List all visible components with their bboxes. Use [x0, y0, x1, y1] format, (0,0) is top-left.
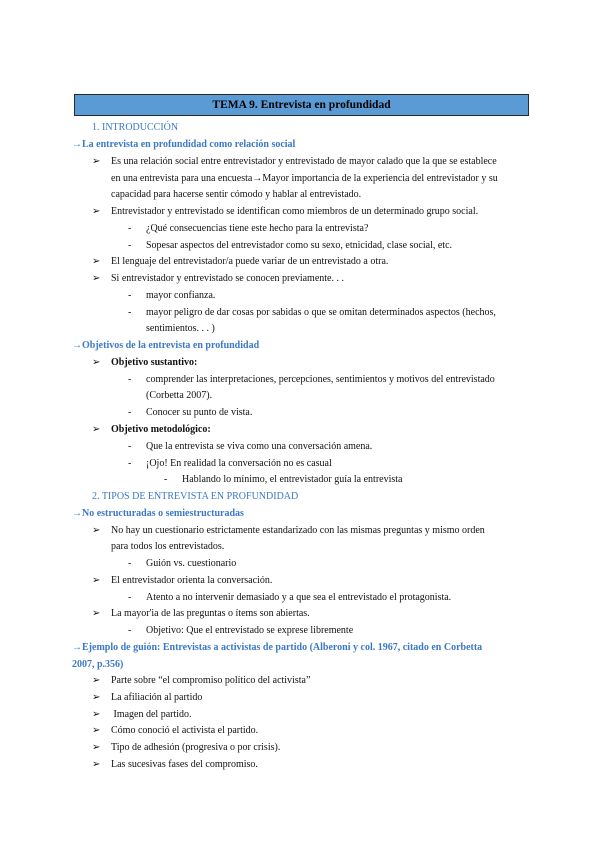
text-line: mayor confianza. [146, 290, 216, 301]
text-line: El lenguaje del entrevistador/a puede variar de un entrevistado a otra. [111, 256, 389, 267]
dash-icon: - [128, 240, 132, 251]
subheading-no-estructuradas: →No estructuradas o semiestructuradas [72, 508, 244, 519]
bullet-icon: ➢ [92, 759, 101, 770]
text-line: La mayor'ia de las preguntas o ítems son abiertas. [111, 608, 310, 619]
subheading-relacion-social: →La entrevista en profundidad como relación social [72, 139, 296, 150]
dash-icon: - [128, 458, 132, 469]
page-title: TEMA 9. Entrevista en profundidad [212, 99, 391, 111]
bullet-icon: ➢ [92, 156, 101, 167]
dash-icon: - [128, 307, 132, 318]
dash-icon: - [128, 441, 132, 452]
bullet-icon: ➢ [92, 273, 101, 284]
bullet-icon: ➢ [92, 709, 101, 720]
list-item: Cómo conoció el activista el partido. [111, 725, 259, 736]
dash-icon: - [128, 290, 132, 301]
section-heading-introduccion: 1. INTRODUCCIÓN [92, 122, 179, 133]
bullet-icon: ➢ [92, 742, 101, 753]
bullet-icon: ➢ [92, 357, 101, 368]
dash-icon: - [128, 374, 132, 385]
text-line: No hay un cuestionario estrictamente estandarizado con las mismas preguntas y mismo orden [111, 525, 485, 536]
text-line: Hablando lo mínimo, el entrevistador guía la entrevista [182, 474, 403, 485]
text-line: ¡Ojo! En realidad la conversación no es casual [146, 458, 332, 469]
text-line: en una entrevista para una encuesta→Mayor importancia de la experiencia del entrevistador y su [111, 173, 498, 184]
text-line: Si entrevistador y entrevistado se conocen previamente. . . [111, 273, 344, 284]
bullet-icon: ➢ [92, 692, 101, 703]
list-item: Parte sobre “el compromiso político del activista” [111, 675, 311, 686]
text-line: (Corbetta 2007). [146, 390, 213, 401]
text-line: mayor peligro de dar cosas por sabidas o que se omitan determinados aspectos (hechos, [146, 307, 496, 318]
dash-icon: - [164, 474, 168, 485]
dash-icon: - [128, 223, 132, 234]
text-line: Objetivo: Que el entrevistado se exprese libremente [146, 625, 354, 636]
subheading-ejemplo-guion-cont: 2007, p.356) [72, 659, 124, 670]
text-line: Entrevistador y entrevistado se identifican como miembros de un determinado grupo social. [111, 206, 479, 217]
text-line: sentimientos. . . ) [146, 323, 215, 334]
bullet-icon: ➢ [92, 725, 101, 736]
text-line: Que la entrevista se viva como una conversación amena. [146, 441, 373, 452]
text-line: Conocer su punto de vista. [146, 407, 253, 418]
list-item: La afiliación al partido [111, 692, 203, 703]
dash-icon: - [128, 592, 132, 603]
text-line: para todos los entrevistados. [111, 541, 225, 552]
title-box [74, 94, 529, 116]
bullet-icon: ➢ [92, 575, 101, 586]
objetivo-sustantivo-label: Objetivo sustantivo: [111, 357, 198, 368]
bullet-icon: ➢ [92, 256, 101, 267]
objetivo-metodologico-label: Objetivo metodológico: [111, 424, 211, 435]
text-line: Atento a no intervenir demasiado y a que sea el entrevistado el protagonista. [146, 592, 452, 603]
text-line: comprender las interpretaciones, percepciones, sentimientos y motivos del entrevistado [146, 374, 495, 385]
bullet-icon: ➢ [92, 206, 101, 217]
text-line: capacidad para hacerse sentir cómodo y hablar al entrevistado. [111, 189, 362, 200]
bullet-icon: ➢ [92, 525, 101, 536]
bullet-icon: ➢ [92, 675, 101, 686]
text-line: El entrevistador orienta la conversación. [111, 575, 273, 586]
bullet-icon: ➢ [92, 608, 101, 619]
text-line: Guión vs. cuestionario [146, 558, 237, 569]
list-item: Tipo de adhesión (progresiva o por crisis). [111, 742, 281, 753]
section-heading-tipos: 2. TIPOS DE ENTREVISTA EN PROFUNDIDAD [92, 491, 299, 502]
subheading-objetivos: →Objetivos de la entrevista en profundidad [72, 340, 260, 351]
list-item: Imagen del partido. [111, 709, 192, 720]
dash-icon: - [128, 407, 132, 418]
text-line: ¿Qué consecuencias tiene este hecho para la entrevista? [146, 223, 369, 234]
text-line: Es una relación social entre entrevistador y entrevistado de mayor calado que la que se establece [111, 156, 497, 167]
dash-icon: - [128, 625, 132, 636]
subheading-ejemplo-guion: →Ejemplo de guión: Entrevistas a activistas de partido (Alberoni y col. 1967, citado en Corbetta [72, 642, 483, 653]
dash-icon: - [128, 558, 132, 569]
text-line: Sopesar aspectos del entrevistador como su sexo, etnicidad, clase social, etc. [146, 240, 453, 251]
bullet-icon: ➢ [92, 424, 101, 435]
list-item: Las sucesivas fases del compromiso. [111, 759, 258, 770]
